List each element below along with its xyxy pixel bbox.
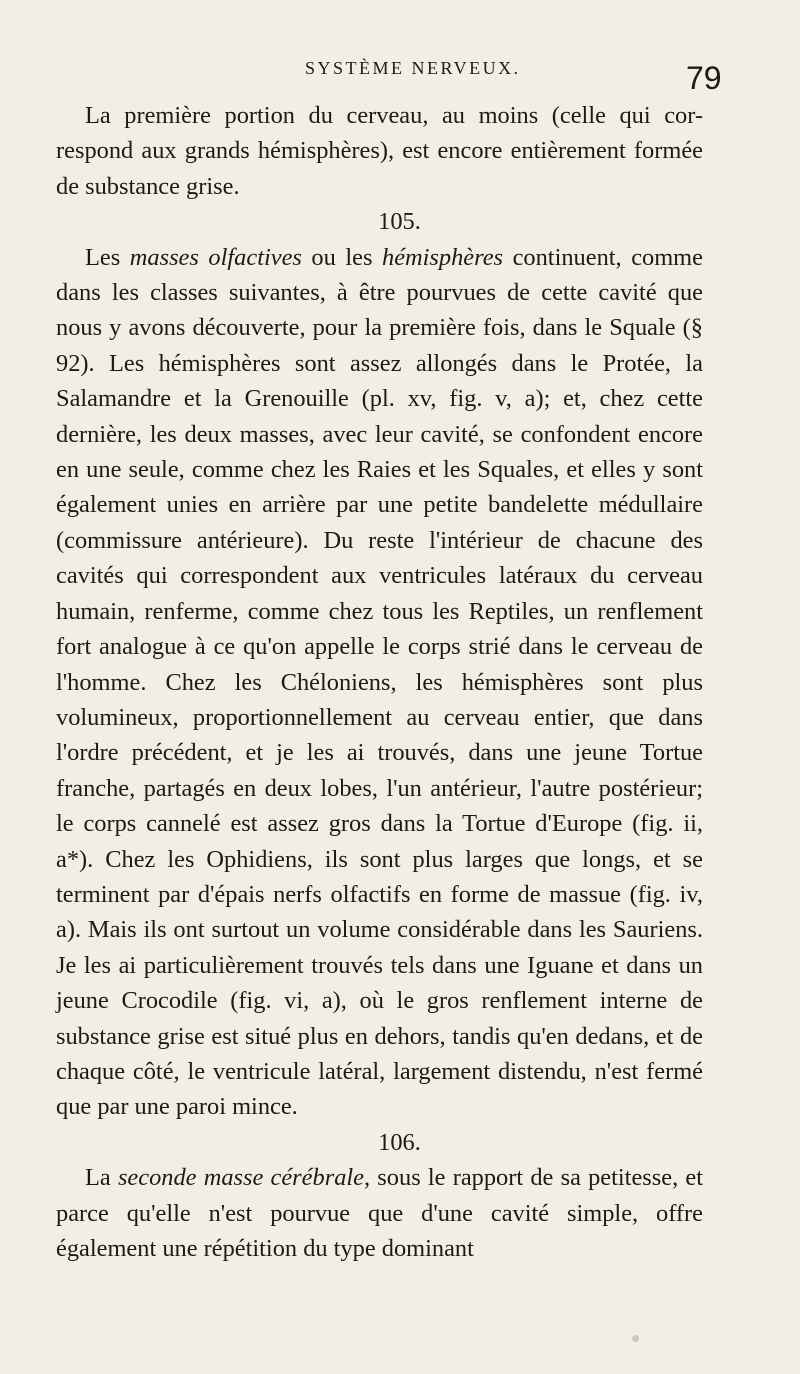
paragraph-text: , sous le rapport de sa petitesse, et parce qu'elle n'est pourvue que d'une cavité simple, offre également une répétition du type dominant [56, 1164, 704, 1262]
paragraph-line: formée de substance grise. [56, 137, 703, 200]
paper-speck [632, 1335, 639, 1342]
term-hemispheres: hémisphères [382, 243, 504, 271]
paragraph-text: Les [85, 243, 130, 271]
section-number-105: 105. [378, 208, 421, 236]
section-number-106: 106. [378, 1128, 421, 1156]
term-masses-olfactives: masses olfactives [129, 243, 302, 271]
paragraph-text: continuent, comme dans les classes suivantes, à être pourvues de cette cavité que nous y avons découverte, pour la première fois, dans le Squale (§ 92). Les hémisphères sont assez allongés dans le Protée, la Salamandre et la Grenouille (pl. xv, fig. v, a); et, chez cette dernière, les deux masses, avec leur cavité, se confondent encore en une seule, comme chez les Raies et les Squales, et elles y sont également unies en arrière par une petite bandelette médullaire (commissure antérieure). Du reste l'intérieur de chacune des cavités qui correspondent aux ventricules latéraux du cerveau humain, renferme, comme chez tous les Reptiles, un renflement fort analogue à ce qu'on appelle le corps strié dans le cerveau de l'homme. Chez les Chéloniens, les hémisphères sont plus volumineux, proportionnellement au cerveau entier, que dans l'ordre précédent, et je les ai trouvés, dans une jeune Tortue franche, partagés en deux lobes, l'un antérieur, l'autre postérieur; le corps cannelé est assez gros dans la Tortue d'Europe (fig. ii, a*). Chez les Ophidiens, ils sont plus larges que longs, et se terminent par d'épais nerfs olfactifs en forme de massue (fig. iv, a). Mais ils ont surtout un volume considérable dans les Sauriens. Je les ai particulièrement trouvés tels dans une Iguane et dans un jeune Crocodile (fig. vi, a), où le gros renflement interne de substance grise est situé plus en dehors, tandis qu'en dedans, et de chaque côté, le ventricule latéral, largement distendu, n'est fermé que par une paroi mince. [56, 243, 703, 1121]
paragraph-line: La première portion du cerveau, au moins (celle qui cor- [85, 102, 703, 129]
page-header [0, 40, 800, 96]
paragraph-intro [56, 98, 703, 204]
paragraph-105 [56, 240, 703, 1125]
paragraph-line: respond aux grands hémisphères), est encore entièrement [56, 137, 626, 165]
paragraph-text: ou les [301, 243, 383, 271]
body-text [56, 98, 703, 1266]
running-head: SYSTÈME NERVEUX. [305, 58, 521, 78]
paragraph-text: La [85, 1164, 118, 1192]
term-seconde-masse-cerebrale: seconde masse cérébrale [117, 1164, 364, 1192]
paragraph-106 [56, 1160, 703, 1266]
page-number: 79 [686, 60, 722, 96]
